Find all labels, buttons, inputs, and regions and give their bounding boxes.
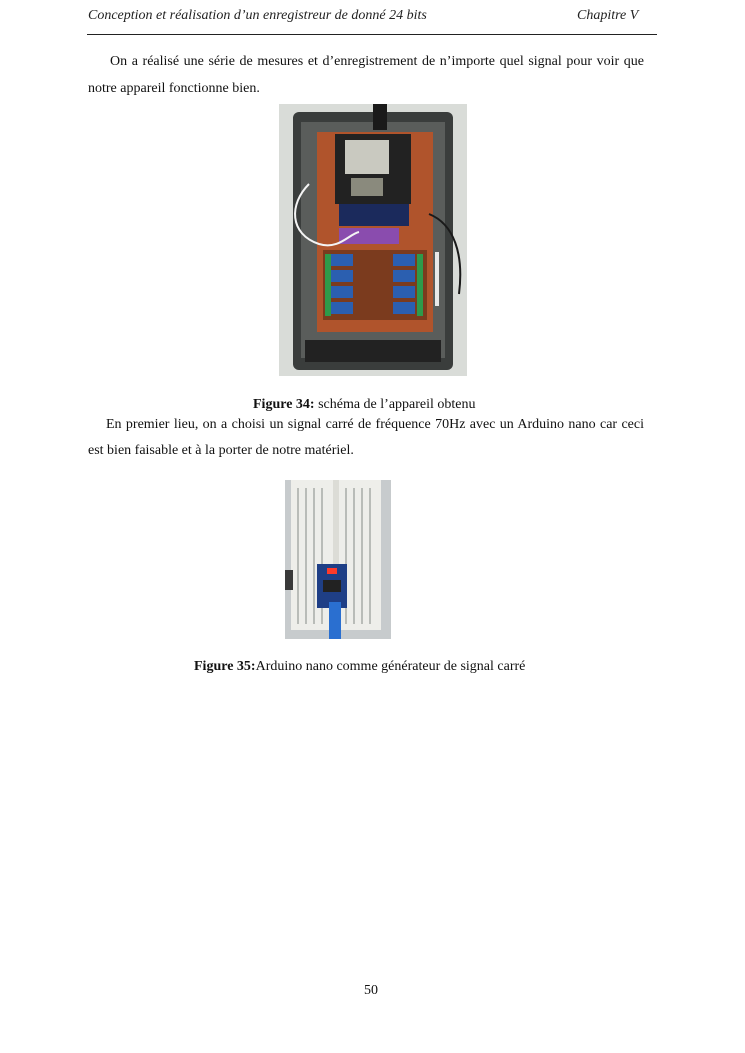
figure-35-caption bbox=[194, 659, 525, 675]
figure-35-text: Arduino nano comme générateur de signal carré bbox=[255, 659, 526, 674]
figure-34-text: schéma de l’appareil obtenu bbox=[314, 397, 476, 412]
header-chapter: Chapitre V bbox=[577, 8, 639, 23]
header-title: Conception et réalisation d’un enregistreur de donné 24 bits bbox=[88, 8, 427, 23]
figure-34-caption bbox=[253, 397, 476, 413]
arduino-photo bbox=[285, 480, 391, 639]
page-number: 50 bbox=[364, 983, 378, 998]
paragraph-signal: En premier lieu, on a choisi un signal carré de fréquence 70Hz avec un Arduino nano car ceci est bien faisable et à la porter de notre matériel. bbox=[88, 417, 644, 458]
paragraph-intro: On a réalisé une série de mesures et d’enregistrement de n’importe quel signal pour voir que notre appareil fonctionne bien. bbox=[88, 54, 644, 96]
header-divider bbox=[87, 34, 657, 35]
figure-34-label: Figure 34: bbox=[253, 397, 315, 412]
device-photo bbox=[279, 104, 467, 376]
figure-35-label: Figure 35: bbox=[194, 659, 256, 674]
